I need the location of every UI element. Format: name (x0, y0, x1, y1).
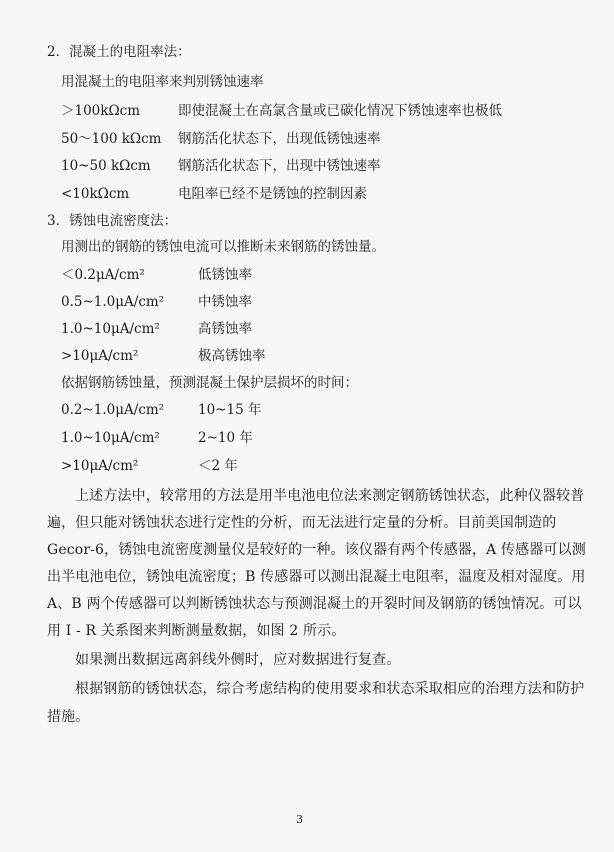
current-desc-3: 高锈蚀率 (198, 321, 252, 337)
current-desc-4: 极高锈蚀率 (198, 348, 266, 364)
time-range-2: 1.0~10μA/cm² (61, 430, 160, 446)
section-2-heading: 2．混凝土的电阻率法： (47, 44, 191, 60)
body-paragraph-1-line-5: A、B 两个传感器可以判断锈蚀状态与预测混凝土的开裂时间及钢筋的锈蚀情况。可以 (47, 596, 582, 612)
current-desc-1: 低锈蚀率 (198, 267, 252, 283)
body-paragraph-3-line-1: 根据钢筋的锈蚀状态，综合考虑结构的使用要求和状态采取相应的治理方法和防护 (75, 681, 585, 697)
body-paragraph-1-line-2: 遍，但只能对锈蚀状态进行定性的分析，而无法进行定量的分析。目前美国制造的 (47, 515, 557, 531)
resistivity-range-4: <10kΩcm (61, 186, 130, 202)
current-range-1: ＜0.2μA/cm² (61, 267, 145, 283)
body-paragraph-1-line-1: 上述方法中，较常用的方法是用半电池电位法来测定钢筋锈蚀状态，此种仪器较普 (75, 488, 585, 504)
time-desc-1: 10~15 年 (198, 402, 262, 418)
body-paragraph-2: 如果测出数据远离斜线外侧时，应对数据进行复查。 (75, 652, 401, 668)
resistivity-range-3: 10~50 kΩcm (61, 158, 151, 174)
body-paragraph-1-line-4: 出半电池电位，锈蚀电流密度；B 传感器可以测出混凝土电阻率，温度及相对湿度。用 (47, 569, 586, 585)
resistivity-desc-2: 钢筋活化状态下，出现低锈蚀速率 (178, 131, 381, 147)
time-range-3: >10μA/cm² (61, 458, 139, 474)
resistivity-range-2: 50～100 kΩcm (61, 131, 162, 147)
resistivity-desc-3: 钢筋活化状态下，出现中锈蚀速率 (178, 158, 381, 174)
resistivity-desc-4: 电阻率已经不是锈蚀的控制因素 (178, 186, 367, 202)
section-3-intro: 用测出的钢筋的锈蚀电流可以推断未来钢筋的锈蚀量。 (61, 239, 385, 255)
prediction-intro: 依据钢筋锈蚀量，预测混凝土保护层损坏的时间： (61, 375, 358, 391)
current-desc-2: 中锈蚀率 (198, 294, 252, 310)
body-paragraph-3-line-2: 措施。 (47, 709, 90, 725)
current-range-2: 0.5~1.0μA/cm² (61, 294, 165, 310)
current-range-4: >10μA/cm² (61, 348, 139, 364)
page-number: 3 (296, 813, 303, 826)
resistivity-range-1: ＞100kΩcm (61, 103, 141, 119)
time-desc-2: 2~10 年 (198, 430, 253, 446)
section-2-intro: 用混凝土的电阻率来判别锈蚀速率 (61, 74, 264, 90)
body-paragraph-1-line-6: 用 I - R 关系图来判断测量数据，如图 2 所示。 (47, 623, 346, 639)
section-3-heading: 3．锈蚀电流密度法： (47, 213, 178, 229)
time-range-1: 0.2~1.0μA/cm² (61, 402, 165, 418)
resistivity-desc-1: 即使混凝土在高氯含量或已碳化情况下锈蚀速率也极低 (178, 103, 502, 119)
current-range-3: 1.0~10μA/cm² (61, 321, 160, 337)
time-desc-3: ＜2 年 (198, 458, 238, 474)
body-paragraph-1-line-3: Gecor-6，锈蚀电流密度测量仪是较好的一种。该仪器有两个传感器，A 传感器可以测 (47, 542, 586, 558)
